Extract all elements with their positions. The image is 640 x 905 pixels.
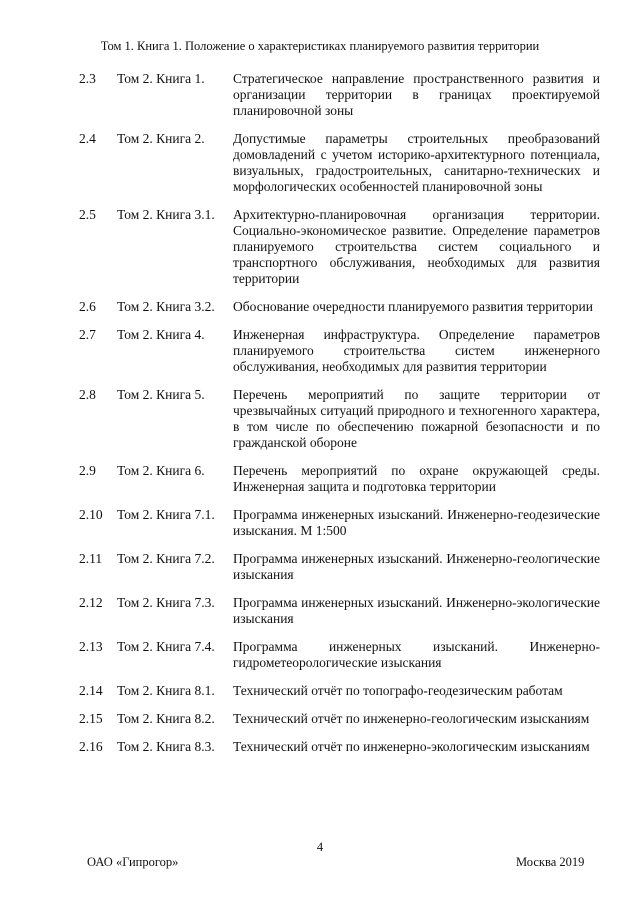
item-book: Том 2. Книга 7.2. — [117, 551, 215, 566]
item-description: Программа инженерных изысканий. Инженерно-геологические изыскания — [233, 551, 600, 582]
contents-list — [0, 71, 640, 755]
item-book: Том 2. Книга 7.4. — [117, 639, 215, 654]
item-book: Том 2. Книга 4. — [117, 327, 205, 342]
item-number: 2.13 — [79, 639, 103, 654]
item-description: Перечень мероприятий по охране окружающей среды. Инженерная защита и подготовка территории — [233, 463, 600, 494]
item-number: 2.11 — [79, 551, 103, 566]
item-number: 2.16 — [79, 739, 103, 754]
item-book: Том 2. Книга 7.1. — [117, 507, 215, 522]
item-book: Том 2. Книга 2. — [117, 131, 205, 146]
item-book: Том 2. Книга 6. — [117, 463, 205, 478]
item-book: Том 2. Книга 3.2. — [117, 299, 215, 314]
item-number: 2.8 — [79, 387, 96, 402]
item-description: Технический отчёт по инженерно-геологическим изысканиям — [233, 711, 590, 726]
item-book: Том 2. Книга 1. — [117, 71, 205, 86]
list-item — [0, 327, 640, 375]
list-item — [0, 131, 640, 195]
list-item — [0, 207, 640, 287]
running-header: Том 1. Книга 1. Положение о характеристиках планируемого развития территории — [100, 39, 540, 53]
footer-organization: ОАО «Гипрогор» — [87, 855, 179, 869]
item-number: 2.14 — [79, 683, 103, 698]
list-item — [0, 299, 640, 315]
item-description: Стратегическое направление пространственного развития и организации территории в границах проектируемой планировочной зоны — [233, 71, 600, 118]
item-number: 2.6 — [79, 299, 96, 314]
item-number: 2.3 — [79, 71, 96, 86]
item-book: Том 2. Книга 8.1. — [117, 683, 215, 698]
item-description: Инженерная инфраструктура. Определение параметров планируемого строительства систем инженерного обслуживания, необходимых для развития территории — [233, 327, 600, 374]
item-description: Архитектурно-планировочная организация территории. Социально-экономическое развитие. Определение параметров планируемого строительства систем социального и транспортного обслуживания, необходимых для развития территории — [233, 207, 600, 286]
item-book: Том 2. Книга 5. — [117, 387, 205, 402]
item-description: Перечень мероприятий по защите территории от чрезвычайных ситуаций природного и техногенного характера, в том числе по обеспечению пожарной безопасности и по гражданской обороне — [233, 387, 600, 450]
item-number: 2.7 — [79, 327, 96, 342]
list-item — [0, 595, 640, 627]
list-item — [0, 71, 640, 119]
item-book: Том 2. Книга 7.3. — [117, 595, 215, 610]
item-book: Том 2. Книга 8.2. — [117, 711, 215, 726]
item-number: 2.15 — [79, 711, 103, 726]
item-description: Программа инженерных изысканий. Инженерно-экологические изыскания — [233, 595, 600, 626]
item-description: Обоснование очередности планируемого развития территории — [233, 299, 593, 314]
item-description: Допустимые параметры строительных преобразований домовладений с учетом историко-архитектурного потенциала, визуальных, градостроительных, санитарно-технических и морфологических особенностей планировочной зоны — [233, 131, 600, 194]
list-item — [0, 387, 640, 451]
list-item — [0, 639, 640, 671]
item-description: Технический отчёт по инженерно-экологическим изысканиям — [233, 739, 590, 754]
item-description: Технический отчёт по топографо-геодезическим работам — [233, 683, 563, 698]
list-item — [0, 507, 640, 539]
list-item — [0, 463, 640, 495]
item-number: 2.4 — [79, 131, 96, 146]
item-number: 2.12 — [79, 595, 103, 610]
page-number: 4 — [316, 840, 324, 854]
list-item — [0, 739, 640, 755]
list-item — [0, 551, 640, 583]
item-number: 2.5 — [79, 207, 96, 222]
footer-city-year: Москва 2019 — [516, 855, 585, 869]
item-number: 2.9 — [79, 463, 96, 478]
item-book: Том 2. Книга 3.1. — [117, 207, 215, 222]
item-description: Программа инженерных изысканий. Инженерно-гидрометеорологические изыскания — [233, 639, 600, 670]
item-description: Программа инженерных изысканий. Инженерно-геодезические изыскания. М 1:500 — [233, 507, 600, 538]
list-item — [0, 711, 640, 727]
item-book: Том 2. Книга 8.3. — [117, 739, 215, 754]
list-item — [0, 683, 640, 699]
item-number: 2.10 — [79, 507, 103, 522]
